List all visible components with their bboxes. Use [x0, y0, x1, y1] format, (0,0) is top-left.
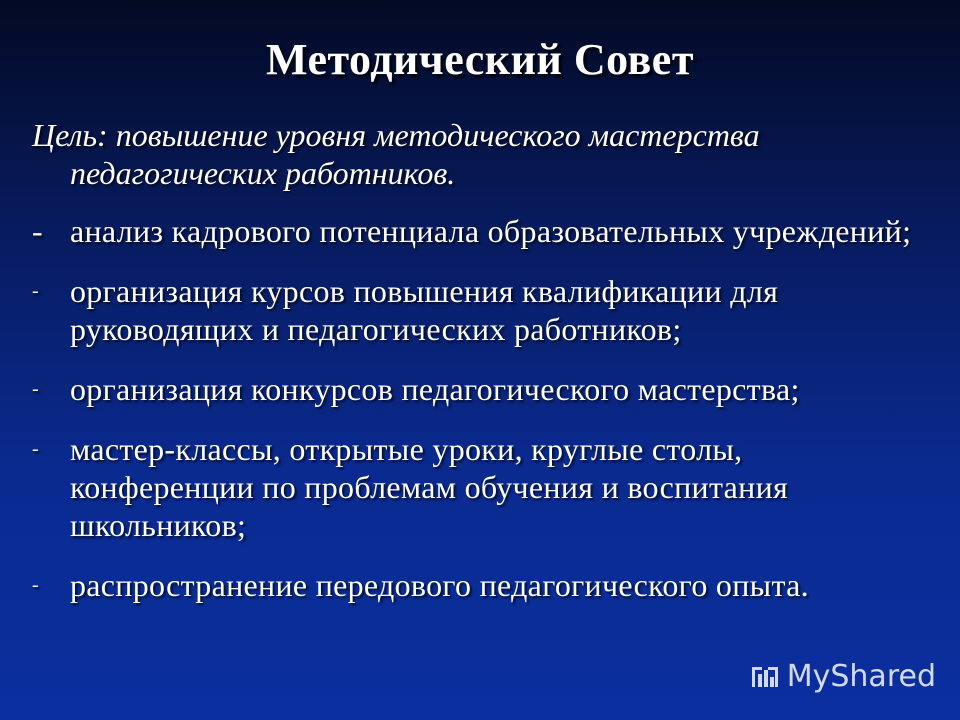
goal-text: Цель: повышение уровня методического мастерства педагогических работников. — [32, 117, 760, 191]
list-marker: - — [32, 213, 43, 249]
list-item-text: мастер-классы, открытые уроки, круглые столы, конференции по проблемам обучения и воспитания школьников; — [70, 431, 789, 543]
list-item-text: организация конкурсов педагогического мастерства; — [70, 371, 800, 407]
myshared-logo-icon — [749, 661, 781, 693]
list-item — [32, 272, 912, 348]
bullet-list — [32, 212, 912, 604]
list-marker: - — [32, 280, 39, 302]
list-marker: - — [32, 378, 39, 400]
list-item-text: распространение передового педагогического опыта. — [70, 567, 809, 603]
list-item — [32, 370, 912, 408]
list-marker: - — [32, 574, 39, 596]
list-item-text: анализ кадрового потенциала образовательных учреждений; — [70, 213, 912, 249]
list-item-text: организация курсов повышения квалификации для руководящих и педагогических работников; — [70, 273, 779, 347]
slide-content — [32, 116, 912, 626]
myshared-watermark[interactable] — [749, 659, 936, 694]
list-item — [32, 566, 912, 604]
list-marker: - — [32, 438, 39, 460]
list-item — [32, 430, 912, 544]
list-item — [32, 212, 912, 250]
watermark-label: MyShared — [786, 659, 936, 694]
slide-title: Методический Совет — [266, 35, 694, 84]
